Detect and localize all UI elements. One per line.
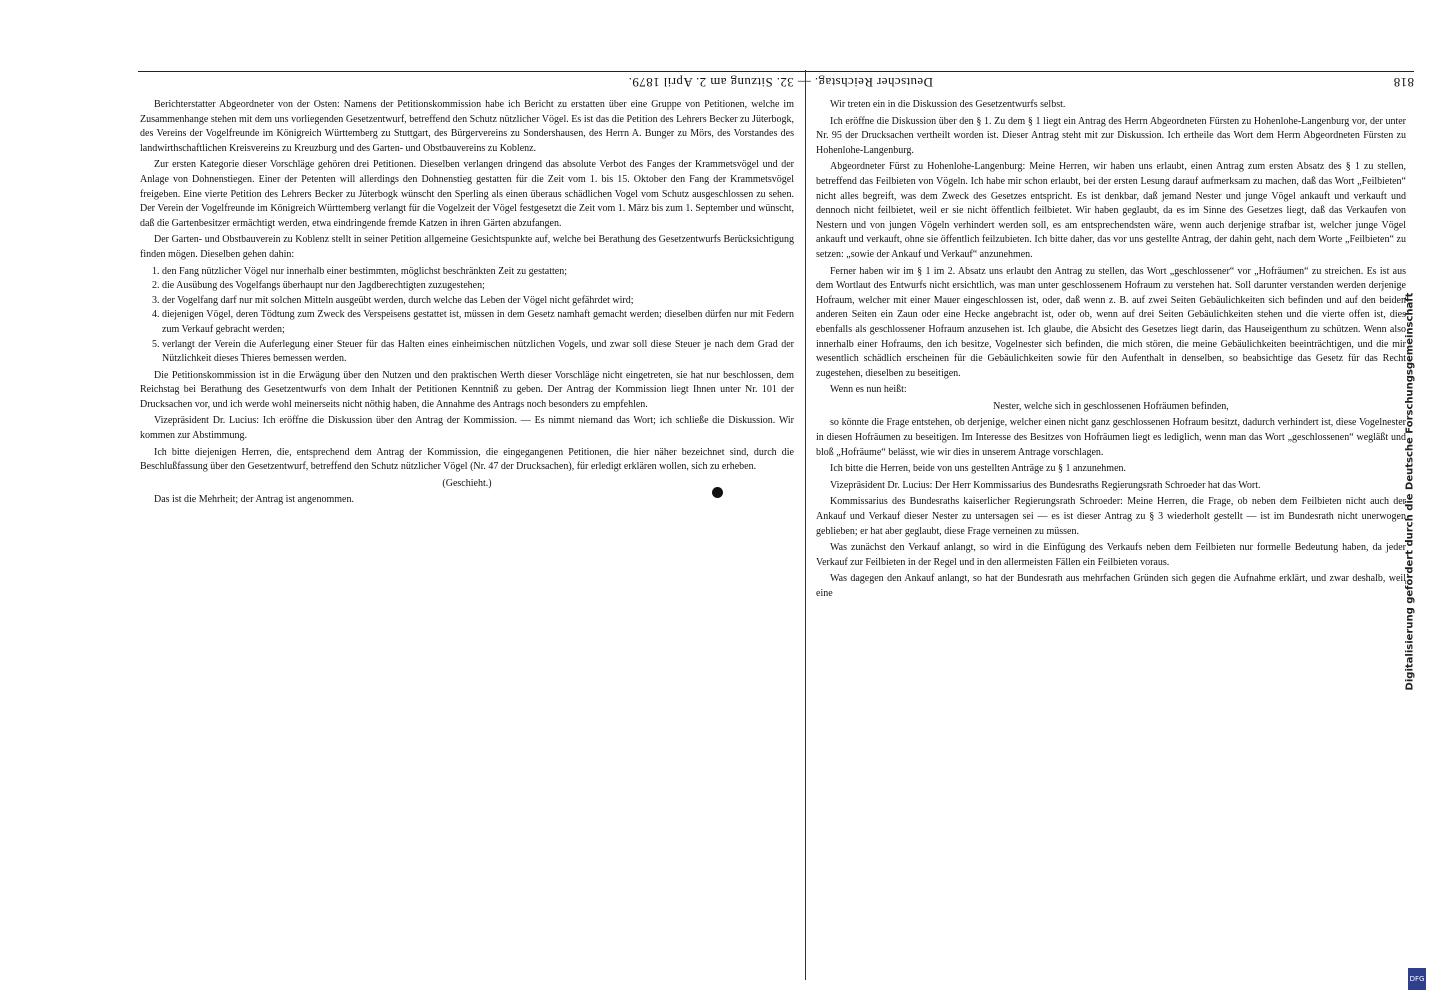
quotation: Nester, welche sich in geschlossenen Hofräumen befinden, (993, 400, 1229, 412)
stage-direction: (Geschieht.) (442, 477, 492, 489)
paragraph: so könnte die Frage entstehen, ob derjenige, welcher einen nicht ganz geschlossenen Hofraum besitzt, dadurch verhindert ist, diese Vogelnester in diesen Hofräumen zu beseitigen. Im Interesse des Besitzes von Hofräumen liegt es lediglich, wenn man das Wort „geschlossenen“ wegläßt und bloß „Hofräume“ belässt, wie wir dies in unserem Antrage vorschlagen. (816, 417, 1406, 458)
paragraph: Was dagegen den Ankauf anlangt, so hat der Bundesrath aus mehrfachen Gründen sich gegen die Aufnahme erklärt, und zwar deshalb, weil eine (816, 573, 1406, 599)
dfg-logo-text: DFG (1409, 975, 1425, 983)
digitization-text: Digitalisierung gefördert durch die Deutsche Forschungsgemeinschaft (1404, 292, 1416, 691)
list-item: 5. verlangt der Verein die Auferlegung einer Steuer für das Halten eines einheimischen nützlichen Vogels, und zwar soll diese Steuer je nach dem Grad der Nützlichkeit dieses Thieres bemessen werden. (162, 338, 794, 367)
paragraph: Ich eröffne die Diskussion über den § 1. Zu dem § 1 liegt ein Antrag des Herrn Abgeordneten Fürsten zu Hohenlohe-Langenburg vor, der unter Nr. 95 der Drucksachen vertheilt worden ist. Dieser Antrag steht mit zur Diskussion. Ich ertheile das Wort dem Herrn Abgeordneten Fürsten zu Hohenlohe-Langenburg. (816, 115, 1406, 156)
paragraph: Der Garten- und Obstbauverein zu Koblenz stellt in seiner Petition allgemeine Gesichtspunkte auf, welche bei Berathung des Gesetzentwurfs Berücksichtigung finden mögen. Dieselben gehen dahin: (140, 234, 794, 260)
paragraph: Was zunächst den Verkauf anlangt, so wird in die Einfügung des Verkaufs neben dem Feilbieten nur formelle Bedeutung haben, da jeder Verkauf zur Feilbieten in der Regel und in den allermeisten Fällen ein Feilbieten voraus. (816, 542, 1406, 568)
list-item: 1. den Fang nützlicher Vögel nur innerhalb einer bestimmten, möglichst beschränkten Zeit zu gestatten; (162, 265, 794, 280)
paragraph: Ferner haben wir im § 1 im 2. Absatz uns erlaubt den Antrag zu stellen, das Wort „geschlossener“ vor „Hofräumen“ zu streichen. Es ist aus dem Wortlaut des Entwurfs nicht ersichtlich, was man unter geschlossenem Hofraum zu verstehen hat. Soll darunter verstanden werden derjenige Hofraum, welcher mit einer Mauer eingeschlossen ist, oder, daß wenn z. B. auf zwei Seiten Gebäulichkeiten sich befinden und auf den beiden anderen Seiten ein Zaun oder eine Hecke angebracht ist, oder ob, wenn auf drei Seiten Gebäulichkeiten stehen und die vierte offen ist, dies ebenfalls als geschlossener Hofraum anzusehen ist. Ich glaube, die Absicht des Gesetzes liegt darin, das Hauseigenthum zu schützen. Wenn also innerhalb einer Hofraums, den ich besitze, Vogelnester sich befinden, die mich stören, die meine Gebäulichkeiten beeinträchtigen, und die mir wesentlich schädlich erscheinen für die Gebäulichkeiten sowie für den Aufenthalt in denselben, so beabsichtige das Gesetz für das Recht zugestehen, dieselben zu beseitigen. (816, 265, 1406, 379)
header-rule (138, 71, 1414, 72)
dfg-logo (1408, 968, 1426, 990)
paragraph: Kommissarius des Bundesraths kaiserlicher Regierungsrath Schroeder: Meine Herren, die Frage, ob neben dem Feilbieten nicht auch der Ankauf und Verkauf dieser Nester zu untersagen sei — es ist dieser Antrag zu § 3 wiederholt gestellt — ist im Bundesrath nicht unerwogen geblieben; er hat aber geglaubt, diese Frage verneinen zu müssen. (816, 496, 1406, 537)
list-item: 3. der Vogelfang darf nur mit solchen Mitteln ausgeübt werden, durch welche das Leben der Vögel nicht gefährdet wird; (162, 294, 794, 309)
list-item: 2. die Ausübung des Vogelfangs überhaupt nur den Jagdberechtigten zuzugestehen; (162, 279, 794, 294)
publication-title: Deutscher Reichstag. — 32. Sitzung am 2. April 1879. (628, 75, 933, 90)
page-body (96, 0, 1426, 1000)
digitization-note (1400, 0, 1428, 1000)
paragraph: Wir treten ein in die Diskussion des Gesetzentwurfs selbst. (830, 99, 1066, 110)
paragraph: Ich bitte diejenigen Herren, die, entsprechend dem Antrag der Kommission, die eingegangenen Petitionen, die hier näher bezeichnet sind, durch die Beschlußfassung über den Gesetzentwurf, betreffend den Schutz nützlicher Vögel (Nr. 47 der Drucksachen), für erledigt erklären wollen, sich zu erheben. (140, 446, 794, 473)
numbered-list (140, 265, 794, 367)
list-item: 4. diejenigen Vögel, deren Tödtung zum Zweck des Verspeisens gestattet ist, müssen in dem Gesetz namhaft gemacht werden; dieselben dürfen nur mit Federn zum Verkauf gebracht werden; (162, 308, 794, 337)
paragraph: Die Petitionskommission ist in die Erwägung über den Nutzen und den praktischen Werth dieser Vorschläge nicht eingetreten, sie hat nur beschlossen, dem Reichstag bei Berathung des Gesetzentwurfs von dem Inhalt der Petitionen Kenntniß zu geben. Der Antrag der Kommission liegt Ihnen unter Nr. 101 der Drucksachen vor, und ich werde wohl meinerseits nicht nöthig haben, die Annahme des Antrags noch besonders zu empfehlen. (140, 369, 794, 410)
paragraph: Wenn es nun heißt: (830, 384, 907, 396)
running-header (138, 72, 1414, 92)
paragraph: Vizepräsident Dr. Lucius: Ich eröffne die Diskussion über den Antrag der Kommission. — Es nimmt niemand das Wort; ich schließe die Diskussion. Wir kommen zur Abstimmung. (140, 415, 794, 442)
paragraph: Berichterstatter Abgeordneter von der Osten: Namens der Petitionskommission habe ich Bericht zu erstatten über eine Gruppe von Petitionen, welche im Zusammenhange stehen mit dem uns vorliegenden Gesetzentwurf, betreffend den Schutz nützlicher Vögel. Es ist das die Petition des Lehrers Becker zu Jüterbogk, des Vereins der Vogelfreunde im Königreich Württemberg zu Stuttgart, des Bürgervereins zu Sondershausen, des Herrn A. Bunger zu Mörs, des Vorstandes des landwirthschaftlichen Kreisvereins zu Kreuzburg und des Garten- und Obstbauvereins zu Koblenz. (140, 99, 794, 154)
scan-speck (712, 487, 723, 498)
right-column (140, 98, 794, 968)
paragraph: Vizepräsident Dr. Lucius: Der Herr Kommissarius des Bundesraths Regierungsrath Schroeder hat das Wort. (830, 479, 1261, 491)
paragraph: Abgeordneter Fürst zu Hohenlohe-Langenburg: Meine Herren, wir haben uns erlaubt, einen Antrag zum ersten Absatz des § 1 zu stellen, betreffend das Feilbieten von Vögeln. Ich habe mir schon erlaubt, bei der ersten Lesung darauf aufmerksam zu machen, daß das Wort „Feilbieten“ nicht alles begreift, was dem Zweck des Gesetzes entspricht. Es ist denkbar, daß jemand Nester und junge Vögel ankauft und verkauft und dennoch nicht feilbietet, weil er sie nicht öffentlich feilbietet. Wir haben geglaubt, da es im Sinne des Gesetzes liegt, daß das Verkaufen von Nestern und von jungen Vögeln verhindert werden soll, es am entsprechendsten wäre, wenn auch derjenige strafbar ist, welcher junge Vögel ankauft und verkauft, ohne sie öffentlich feilzubieten. Ich bitte daher, das vor uns gestellte Antrag, der dahin geht, nach dem Worte „Feilbieten“ zu setzen: „sowie der Ankauf und Verkauf“ anzunehmen. (816, 161, 1406, 260)
paragraph: Das ist die Mehrheit; der Antrag ist angenommen. (154, 494, 354, 506)
left-column (816, 98, 1406, 968)
page-number: 818 (1393, 75, 1414, 90)
column-divider (805, 70, 806, 980)
paragraph: Zur ersten Kategorie dieser Vorschläge gehören drei Petitionen. Dieselben verlangen dringend das absolute Verbot des Fanges der Krammetsvögel und der Anlage von Dohnenstiegen. Einer der Petenten will allerdings den Dohnenstieg gestatten für die Zeit vom 1. bis 15. Oktober den Fang der Krammetsvögel freigeben. Eine vierte Petition des Lehrers Becker zu Jüterbogk wünscht den Sperling als einen überaus schädlichen Vogel vom Schutz ausgeschlossen zu sehen. Der Verein der Vogelfreunde im Königreich Württemberg verlangt für die Vogelzeit der Vögel festgesetzt die Zeit vom 1. März bis zum 1. September und wünscht, daß die Gartenbesitzer ermächtigt werden, etwa eindringende fremde Katzen in ihren Gärten abzufangen. (140, 159, 794, 229)
paragraph: Ich bitte die Herren, beide von uns gestellten Anträge zu § 1 anzunehmen. (830, 463, 1127, 475)
